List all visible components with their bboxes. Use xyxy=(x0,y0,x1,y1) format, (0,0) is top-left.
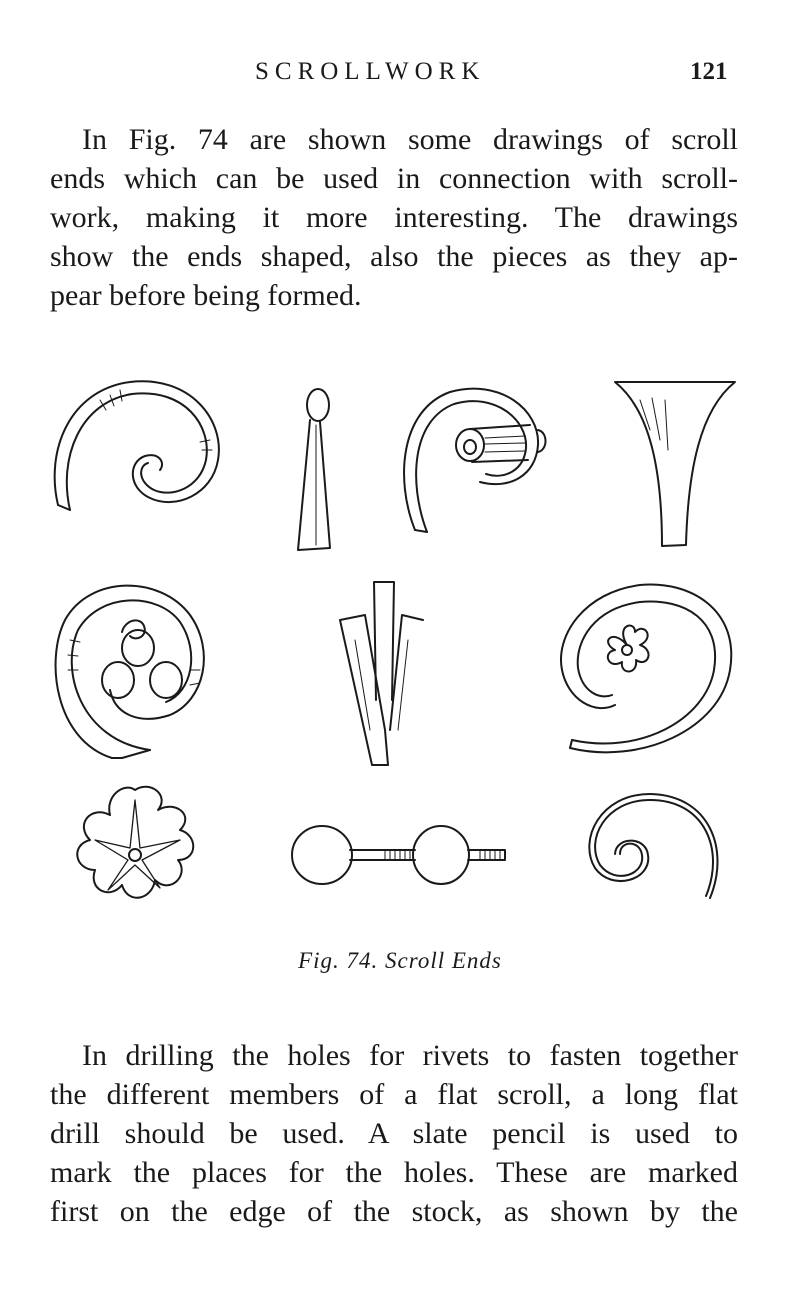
text-line: the different members of a flat scroll, a long flat xyxy=(50,1078,738,1111)
running-title: SCROLLWORK xyxy=(255,58,486,85)
flared-bar-unformed-drawing xyxy=(615,382,735,546)
text-line: work, making it more interesting. The drawings xyxy=(50,201,738,234)
bar-with-two-balls-threaded-drawing xyxy=(292,826,505,884)
text-line: first on the edge of the stock, as shown by the xyxy=(50,1195,738,1228)
scroll-end-spiral-drawing xyxy=(55,381,219,510)
paragraph-intro xyxy=(50,120,738,315)
scroll-with-triple-curl-drawing xyxy=(56,586,204,758)
figure-caption: Fig. 74. Scroll Ends xyxy=(298,948,502,973)
running-head xyxy=(0,58,800,94)
text-line: In Fig. 74 are shown some drawings of scroll xyxy=(82,123,738,156)
scroll-with-rosette-drawing xyxy=(561,584,731,752)
page-number: 121 xyxy=(690,58,728,85)
thin-wire-spiral-drawing xyxy=(589,794,717,898)
text-line: drill should be used. A slate pencil is used to xyxy=(50,1117,738,1150)
paragraph-drilling xyxy=(50,1036,738,1231)
figure-scroll-ends xyxy=(40,370,760,930)
six-petal-rosette-blank-drawing xyxy=(77,787,193,898)
text-line: In drilling the holes for rivets to fasten together xyxy=(82,1039,738,1072)
text-line: ends which can be used in connection with scroll- xyxy=(50,162,738,195)
text-line: pear before being formed. xyxy=(50,279,362,312)
split-three-prong-bar-drawing xyxy=(340,582,423,765)
tapered-bar-with-rolled-tip-drawing xyxy=(298,389,330,550)
scroll-with-rolled-cylinder-drawing xyxy=(404,389,545,532)
text-line: show the ends shaped, also the pieces as they ap- xyxy=(50,240,738,273)
text-line: mark the places for the holes. These are marked xyxy=(50,1156,738,1189)
